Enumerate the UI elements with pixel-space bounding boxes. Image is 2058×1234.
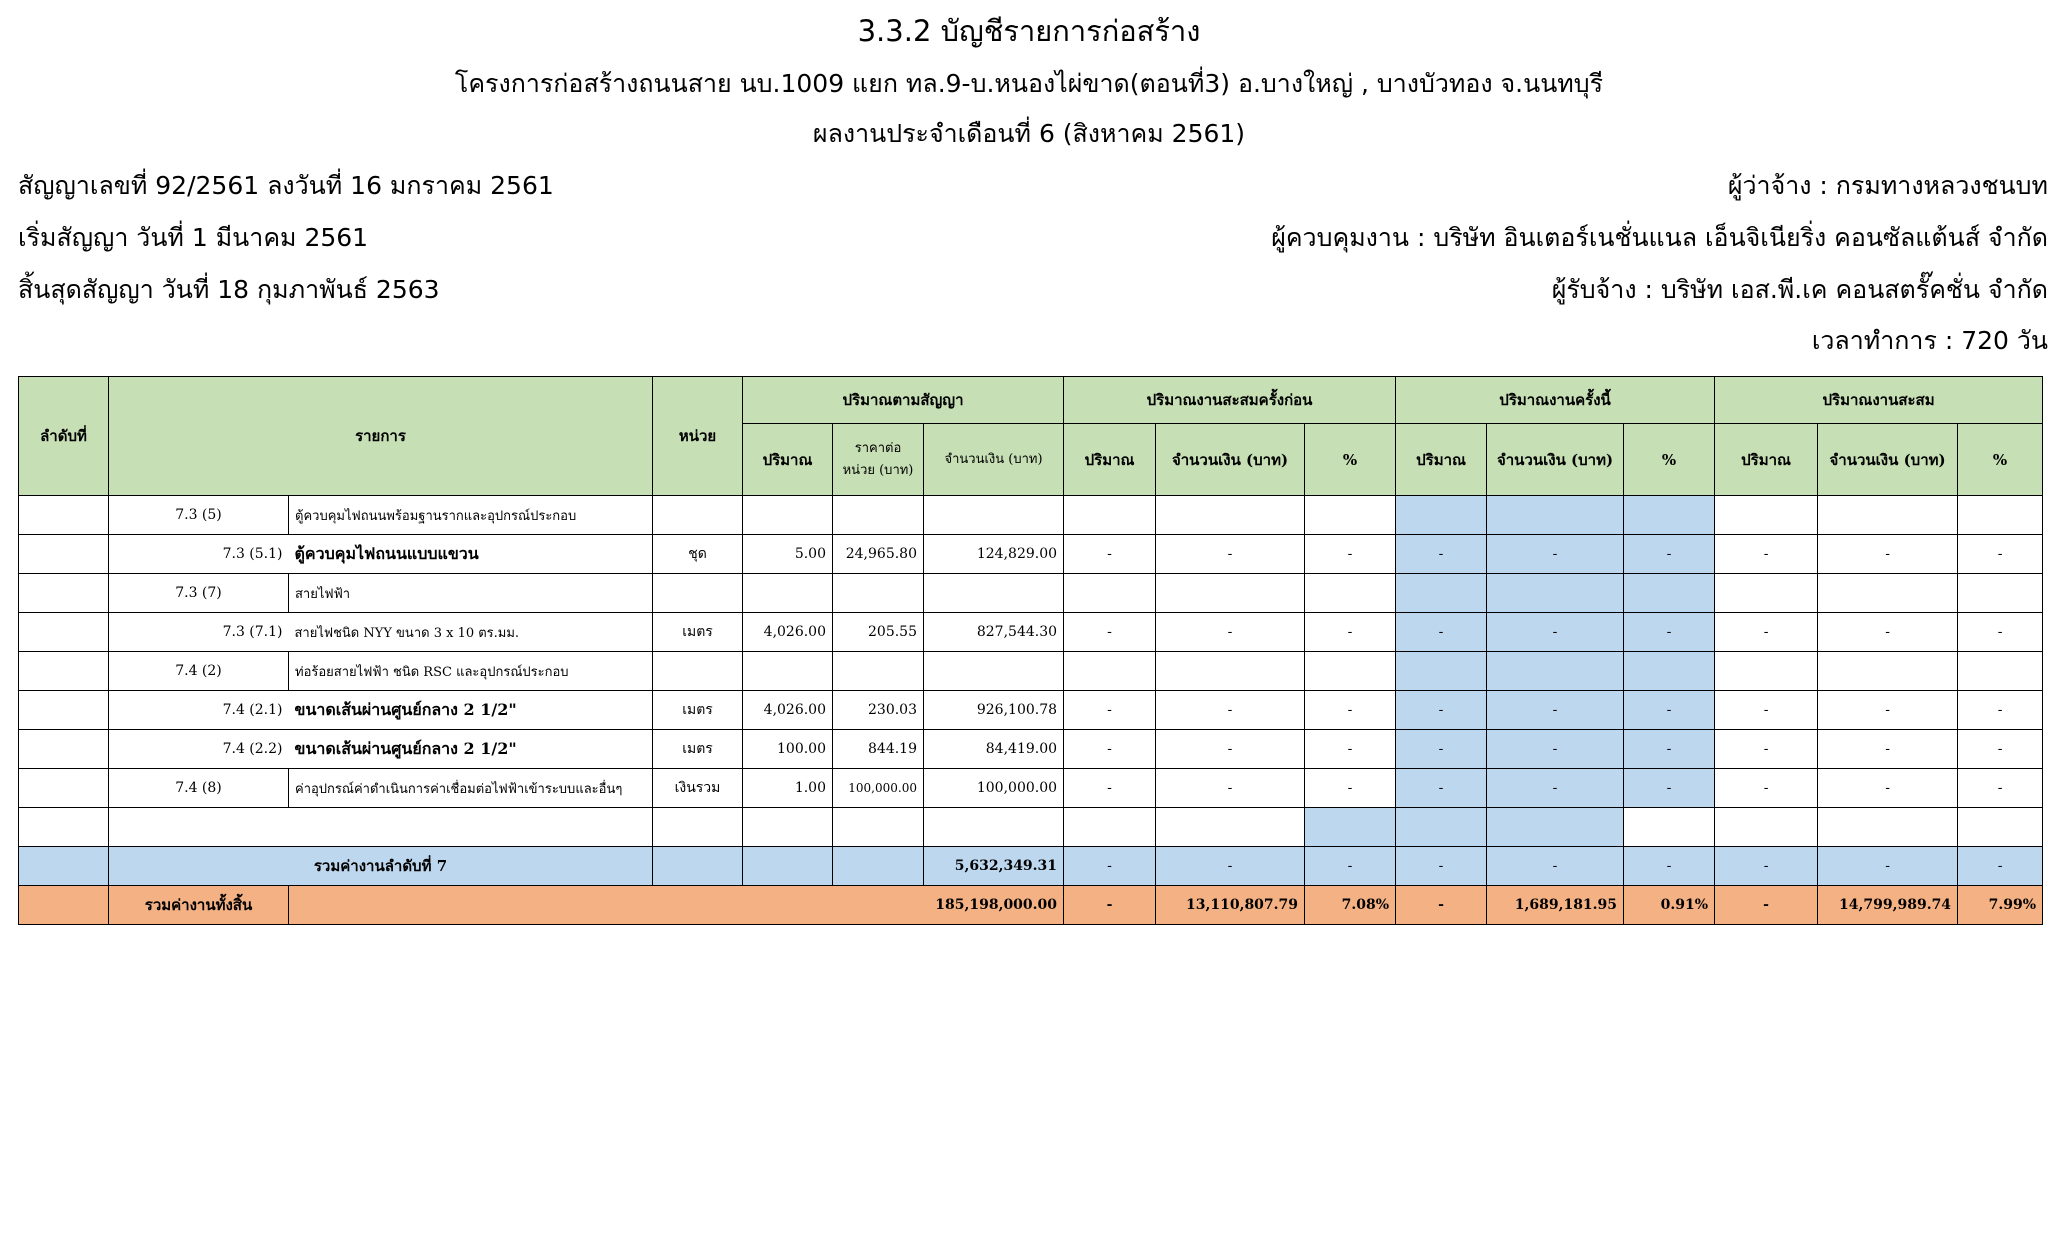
progress-cell: -: [1064, 769, 1156, 808]
table-row: [19, 613, 2043, 652]
progress-cell: -: [1715, 535, 1818, 574]
qty-cell: 100.00: [743, 730, 833, 769]
progress-cell: -: [1396, 730, 1487, 769]
item-code: 7.3 (5.1): [109, 535, 289, 574]
progress-cell: [1064, 574, 1156, 613]
progress-cell: [1818, 574, 1958, 613]
progress-cell: -: [1715, 847, 1818, 886]
progress-cell: -: [1156, 535, 1305, 574]
header-amount: จำนวนเงิน (บาท): [1818, 424, 1958, 496]
progress-cell: [1624, 652, 1715, 691]
progress-cell: [1715, 574, 1818, 613]
header-qty: ปริมาณ: [1715, 424, 1818, 496]
unit-cell: [653, 496, 743, 535]
progress-cell: -: [1396, 847, 1487, 886]
employer: ผู้ว่าจ้าง : กรมทางหลวงชนบท: [1727, 171, 2048, 200]
progress-cell: -: [1064, 613, 1156, 652]
grand-total-cell: 7.08%: [1305, 886, 1396, 925]
header-unit-price: ราคาต่อหน่วย (บาท): [833, 424, 924, 496]
table-cell: [924, 808, 1064, 847]
progress-cell: -: [1156, 691, 1305, 730]
progress-cell: -: [1715, 613, 1818, 652]
table-cell: [1487, 808, 1624, 847]
unit-cell: ชุด: [653, 535, 743, 574]
item-description: ขนาดเส้นผ่านศูนย์กลาง 2 1/2": [289, 691, 653, 730]
progress-cell: -: [1487, 535, 1624, 574]
table-cell: [1958, 808, 2043, 847]
progress-cell: -: [1818, 730, 1958, 769]
progress-cell: -: [1396, 769, 1487, 808]
item-code: 7.4 (2.2): [109, 730, 289, 769]
unit-price-cell: [833, 847, 924, 886]
header-contract-qty: ปริมาณตามสัญญา: [743, 377, 1064, 424]
progress-cell: [1818, 652, 1958, 691]
table-cell: [1305, 808, 1396, 847]
unit-cell: [653, 652, 743, 691]
qty-cell: 5.00: [743, 535, 833, 574]
progress-cell: [1624, 496, 1715, 535]
item-description: ท่อร้อยสายไฟฟ้า ชนิด RSC และอุปกรณ์ประกอบ: [289, 652, 653, 691]
document-title: 3.3.2 บัญชีรายการก่อสร้าง: [857, 14, 1201, 48]
contract-end: สิ้นสุดสัญญา วันที่ 18 กุมภาพันธ์ 2563: [18, 275, 440, 304]
progress-cell: [1715, 652, 1818, 691]
table-row: [19, 730, 2043, 769]
item-description: ค่าอุปกรณ์ค่าดำเนินการค่าเชื่อมต่อไฟฟ้าเข้าระบบและอื่นๆ: [289, 769, 653, 808]
progress-cell: -: [1156, 730, 1305, 769]
progress-cell: -: [1715, 769, 1818, 808]
item-code: 7.4 (2): [109, 652, 289, 691]
progress-cell: -: [1818, 613, 1958, 652]
header-pct: %: [1624, 424, 1715, 496]
progress-cell: -: [1818, 691, 1958, 730]
seq-cell: [19, 574, 109, 613]
progress-cell: -: [1818, 535, 1958, 574]
progress-cell: [1305, 652, 1396, 691]
table-row: [19, 808, 2043, 847]
grand-total-amount: 185,198,000.00: [289, 886, 1064, 925]
amount-cell: 926,100.78: [924, 691, 1064, 730]
header-seq: ลำดับที่: [19, 377, 109, 496]
progress-cell: -: [1305, 730, 1396, 769]
progress-cell: -: [1818, 847, 1958, 886]
header-amount: จำนวนเงิน (บาท): [1487, 424, 1624, 496]
item-code: 7.3 (5): [109, 496, 289, 535]
seq-cell: [19, 808, 109, 847]
qty-cell: [743, 847, 833, 886]
unit-price-cell: 205.55: [833, 613, 924, 652]
header-unit: หน่วย: [653, 377, 743, 496]
progress-cell: -: [1624, 847, 1715, 886]
progress-cell: -: [1396, 613, 1487, 652]
header-item: รายการ: [109, 377, 653, 496]
progress-cell: -: [1958, 769, 2043, 808]
header-cumulative: ปริมาณงานสะสม: [1715, 377, 2043, 424]
item-code: 7.4 (2.1): [109, 691, 289, 730]
progress-cell: [1396, 652, 1487, 691]
progress-cell: -: [1958, 847, 2043, 886]
progress-cell: [1487, 496, 1624, 535]
unit-cell: เมตร: [653, 730, 743, 769]
header-prev-cumulative: ปริมาณงานสะสมครั้งก่อน: [1064, 377, 1396, 424]
progress-cell: -: [1064, 535, 1156, 574]
unit-cell: [653, 574, 743, 613]
subtotal-amount: 5,632,349.31: [924, 847, 1064, 886]
progress-cell: -: [1305, 691, 1396, 730]
progress-cell: -: [1624, 691, 1715, 730]
amount-cell: 827,544.30: [924, 613, 1064, 652]
seq-cell: [19, 769, 109, 808]
item-description: สายไฟฟ้า: [289, 574, 653, 613]
progress-cell: -: [1624, 613, 1715, 652]
item-description: ขนาดเส้นผ่านศูนย์กลาง 2 1/2": [289, 730, 653, 769]
project-name: โครงการก่อสร้างถนนสาย นบ.1009 แยก ทล.9-บ.หนองไผ่ขาด(ตอนที่3) อ.บางใหญ่ , บางบัวทอง จ.นนทบุรี: [454, 69, 1604, 98]
progress-cell: -: [1396, 691, 1487, 730]
progress-cell: [1624, 574, 1715, 613]
table-cell: [1064, 808, 1156, 847]
seq-cell: [19, 730, 109, 769]
table-row: [19, 535, 2043, 574]
progress-cell: -: [1715, 730, 1818, 769]
table-cell: [743, 808, 833, 847]
header-pct: %: [1958, 424, 2043, 496]
progress-cell: -: [1487, 613, 1624, 652]
progress-cell: -: [1624, 730, 1715, 769]
qty-cell: [743, 496, 833, 535]
item-description: ตู้ควบคุมไฟถนนพร้อมฐานรากและอุปกรณ์ประกอบ: [289, 496, 653, 535]
grand-total-cell: 14,799,989.74: [1818, 886, 1958, 925]
table-row: [19, 574, 2043, 613]
seq-cell: [19, 496, 109, 535]
grand-total-cell: 1,689,181.95: [1487, 886, 1624, 925]
table-cell: [1715, 808, 1818, 847]
table-row: [19, 769, 2043, 808]
unit-price-cell: 844.19: [833, 730, 924, 769]
progress-cell: -: [1958, 613, 2043, 652]
amount-cell: [924, 574, 1064, 613]
grand-total-cell: 7.99%: [1958, 886, 2043, 925]
qty-cell: [743, 652, 833, 691]
unit-cell: เงินรวม: [653, 769, 743, 808]
progress-cell: [1156, 652, 1305, 691]
unit-price-cell: [833, 496, 924, 535]
qty-cell: [743, 574, 833, 613]
progress-cell: -: [1396, 535, 1487, 574]
seq-cell: [19, 652, 109, 691]
table-cell: [833, 808, 924, 847]
table-cell: [1156, 808, 1305, 847]
seq-cell: [19, 535, 109, 574]
unit-cell: เมตร: [653, 613, 743, 652]
progress-cell: [1064, 496, 1156, 535]
header-pct: %: [1305, 424, 1396, 496]
progress-cell: [1958, 496, 2043, 535]
qty-cell: 1.00: [743, 769, 833, 808]
progress-cell: [1156, 574, 1305, 613]
table-row: [19, 496, 2043, 535]
item-code: 7.3 (7.1): [109, 613, 289, 652]
item-description: ตู้ควบคุมไฟถนนแบบแขวน: [289, 535, 653, 574]
grand-total-cell: -: [1064, 886, 1156, 925]
progress-cell: [1958, 652, 2043, 691]
progress-cell: -: [1487, 691, 1624, 730]
progress-cell: -: [1305, 847, 1396, 886]
table-header: [19, 377, 2043, 496]
seq-cell: [19, 613, 109, 652]
grand-total-cell: 13,110,807.79: [1156, 886, 1305, 925]
progress-cell: -: [1156, 613, 1305, 652]
seq-cell: [19, 847, 109, 886]
working-duration: เวลาทำการ : 720 วัน: [1811, 326, 2048, 355]
progress-cell: -: [1624, 769, 1715, 808]
progress-cell: -: [1064, 847, 1156, 886]
unit-cell: [653, 847, 743, 886]
seq-cell: [19, 886, 109, 925]
amount-cell: 100,000.00: [924, 769, 1064, 808]
contract-start: เริ่มสัญญา วันที่ 1 มีนาคม 2561: [18, 223, 369, 252]
contractor: ผู้รับจ้าง : บริษัท เอส.พี.เค คอนสตรั๊คชั่น จำกัด: [1551, 275, 2048, 304]
table-cell: [1396, 808, 1487, 847]
grand-total-cell: 0.91%: [1624, 886, 1715, 925]
unit-price-cell: 230.03: [833, 691, 924, 730]
progress-cell: -: [1818, 769, 1958, 808]
header-qty: ปริมาณ: [1064, 424, 1156, 496]
progress-cell: -: [1487, 769, 1624, 808]
qty-cell: 4,026.00: [743, 613, 833, 652]
progress-cell: -: [1487, 847, 1624, 886]
progress-cell: [1958, 574, 2043, 613]
unit-price-cell: 100,000.00: [833, 769, 924, 808]
progress-cell: -: [1305, 535, 1396, 574]
table-body: [19, 496, 2043, 925]
progress-cell: [1064, 652, 1156, 691]
progress-cell: [1487, 652, 1624, 691]
progress-cell: [1305, 496, 1396, 535]
progress-cell: -: [1487, 730, 1624, 769]
grand-total-cell: -: [1715, 886, 1818, 925]
bill-of-quantities-table: [18, 376, 2043, 925]
qty-cell: 4,026.00: [743, 691, 833, 730]
contract-number: สัญญาเลขที่ 92/2561 ลงวันที่ 16 มกราคม 2561: [18, 171, 554, 200]
progress-cell: [1818, 496, 1958, 535]
grand-total-cell: -: [1396, 886, 1487, 925]
progress-cell: [1396, 496, 1487, 535]
progress-cell: -: [1064, 730, 1156, 769]
progress-cell: [1715, 496, 1818, 535]
item-cell: [109, 808, 653, 847]
table-cell: [1818, 808, 1958, 847]
progress-cell: -: [1156, 769, 1305, 808]
grand-total-label: รวมค่างานทั้งสิ้น: [109, 886, 289, 925]
progress-cell: [1156, 496, 1305, 535]
header-qty: ปริมาณ: [743, 424, 833, 496]
amount-cell: [924, 496, 1064, 535]
header-amount: จำนวนเงิน (บาท): [1156, 424, 1305, 496]
report-period: ผลงานประจำเดือนที่ 6 (สิงหาคม 2561): [812, 119, 1246, 148]
header-qty: ปริมาณ: [1396, 424, 1487, 496]
progress-cell: [1396, 574, 1487, 613]
progress-cell: -: [1064, 691, 1156, 730]
seq-cell: [19, 691, 109, 730]
subtotal-row: [19, 847, 2043, 886]
amount-cell: 84,419.00: [924, 730, 1064, 769]
unit-price-cell: [833, 574, 924, 613]
table-row: [19, 652, 2043, 691]
item-description: สายไฟชนิด NYY ขนาด 3 x 10 ตร.มม.: [289, 613, 653, 652]
grand-total-row: [19, 886, 2043, 925]
item-code: 7.4 (8): [109, 769, 289, 808]
progress-cell: -: [1156, 847, 1305, 886]
header-this-period: ปริมาณงานครั้งนี้: [1396, 377, 1715, 424]
progress-cell: -: [1958, 535, 2043, 574]
subtotal-label: รวมค่างานลำดับที่ 7: [109, 847, 653, 886]
table-row: [19, 691, 2043, 730]
progress-cell: [1305, 574, 1396, 613]
progress-cell: -: [1958, 730, 2043, 769]
progress-cell: -: [1305, 769, 1396, 808]
item-code: 7.3 (7): [109, 574, 289, 613]
progress-cell: [1487, 574, 1624, 613]
unit-price-cell: [833, 652, 924, 691]
table-cell: [1624, 808, 1715, 847]
progress-cell: -: [1624, 535, 1715, 574]
table-cell: [653, 808, 743, 847]
amount-cell: [924, 652, 1064, 691]
unit-cell: เมตร: [653, 691, 743, 730]
supervisor: ผู้ควบคุมงาน : บริษัท อินเตอร์เนชั่นแนล เอ็นจิเนียริ่ง คอนซัลแต้นส์ จำกัด: [1271, 223, 2048, 252]
progress-cell: -: [1305, 613, 1396, 652]
progress-cell: -: [1715, 691, 1818, 730]
header-amount: จำนวนเงิน (บาท): [924, 424, 1064, 496]
unit-price-cell: 24,965.80: [833, 535, 924, 574]
amount-cell: 124,829.00: [924, 535, 1064, 574]
progress-cell: -: [1958, 691, 2043, 730]
